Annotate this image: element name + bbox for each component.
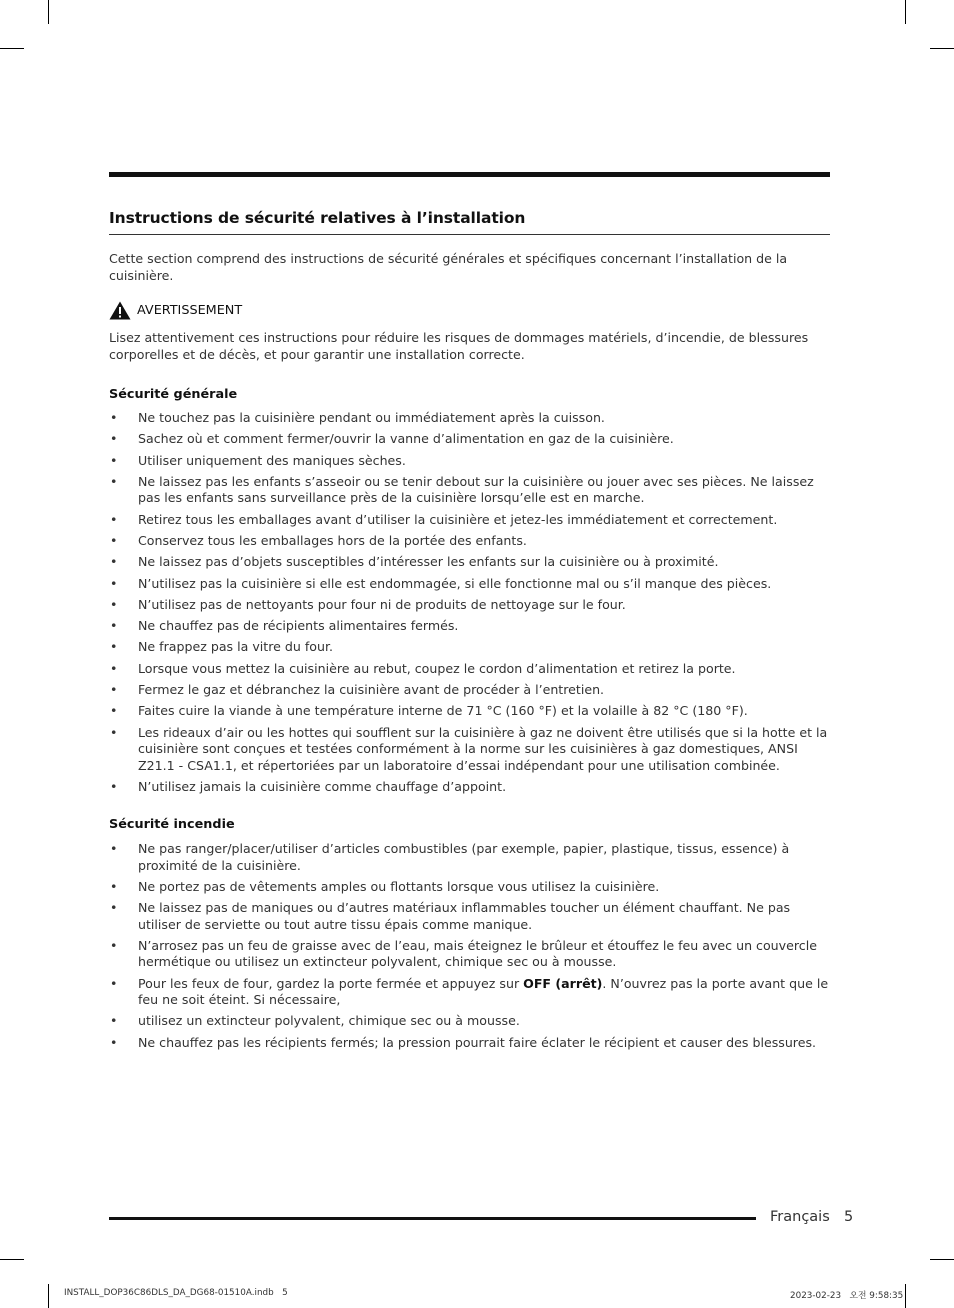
list-item: • Ne chauffez pas de récipients alimentaires fermés. bbox=[110, 618, 459, 634]
off-button-label: OFF (arrêt) bbox=[523, 975, 603, 991]
list-item: • Pour les feux de four, gardez la porte fermée et appuyez sur OFF (arrêt). N’ouvrez pas la porte avant que le feu ne soit éteint. Si nécessaire, bbox=[110, 975, 829, 1008]
crop-mark bbox=[0, 1259, 24, 1260]
list-item: • N’utilisez pas de nettoyants pour four ni de produits de nettoyage sur le four. bbox=[110, 596, 626, 612]
warning-triangle-icon bbox=[109, 301, 131, 320]
list-item: • Faites cuire la viande à une température interne de 71 °C (160 °F) et la volaille à 82 °C (180 °F). bbox=[110, 703, 748, 719]
list-item: • N’arrosez pas un feu de graisse avec de l’eau, mais éteignez le brûleur et étouffez le feu avec un couvercle hermétique ou utilisez un extincteur polyvalent, chimique sec ou à mousse. bbox=[110, 937, 817, 970]
list-item: • Fermez le gaz et débranchez la cuisinière avant de procéder à l’entretien. bbox=[110, 682, 605, 698]
page-number: 5 bbox=[844, 1209, 854, 1225]
crop-mark bbox=[905, 1284, 906, 1308]
list-item: • Ne laissez pas les enfants s’asseoir ou se tenir debout sur la cuisinière ou jouer avec ses pièces. Ne laissez pas les enfants sans surveillance près de la cuisinière lorsqu’elle est en marche. bbox=[110, 473, 814, 506]
footer-language: Français bbox=[770, 1209, 830, 1225]
crop-mark bbox=[930, 1259, 954, 1260]
list-item: • Lorsque vous mettez la cuisinière au rebut, coupez le cordon d’alimentation et retirez la porte. bbox=[110, 660, 736, 676]
list-item: • N’utilisez pas la cuisinière si elle est endommagée, si elle fonctionne mal ou s’il manque des pièces. bbox=[110, 575, 772, 591]
crop-mark bbox=[48, 0, 49, 24]
list-item: • Retirez tous les emballages avant d’utiliser la cuisinière et jetez-les immédiatement et correctement. bbox=[110, 511, 778, 527]
print-timestamp: 2023-02-23 오전 9:58:35 bbox=[790, 1291, 904, 1301]
list-item: • Ne portez pas de vêtements amples ou flottants lorsque vous utilisez la cuisinière. bbox=[110, 878, 660, 894]
list-item: • Ne chauffez pas les récipients fermés; la pression pourrait faire éclater le récipient et causer des blessures. bbox=[110, 1034, 817, 1050]
list-item: • utilisez un extincteur polyvalent, chimique sec ou à mousse. bbox=[110, 1013, 520, 1029]
list-item: • Ne laissez pas de maniques ou d’autres matériaux inflammables toucher un élément chauffant. Ne pas utiliser de serviette ou tout autre tissu épais comme manique. bbox=[110, 900, 791, 932]
print-file-slug: INSTALL_DOP36C86DLS_DA_DG68-01510A.indb 5 bbox=[64, 1288, 288, 1298]
section-top-rule bbox=[109, 172, 830, 177]
fire-safety-list bbox=[109, 841, 830, 1056]
warning-header bbox=[109, 301, 242, 320]
warning-text: Lisez attentivement ces instructions pour réduire les risques de dommages matériels, d’incendie, de blessures corporelles et de décès, et pour garantir une installation correcte. bbox=[109, 330, 809, 362]
section-intro: Cette section comprend des instructions de sécurité générales et spécifiques concernant l’installation de la cuisinière. bbox=[109, 251, 788, 283]
footer-rule bbox=[109, 1217, 756, 1220]
list-item: • Ne touchez pas la cuisinière pendant ou immédiatement après la cuisson. bbox=[110, 410, 605, 425]
warning-label: AVERTISSEMENT bbox=[137, 303, 243, 318]
list-item: • Ne frappez pas la vitre du four. bbox=[110, 639, 334, 655]
list-item: • Ne pas ranger/placer/utiliser d’articles combustibles (par exemple, papier, plastique, tissus, essence) à proximité de la cuisinière. bbox=[110, 841, 790, 873]
list-item: • Conservez tous les emballages hors de la portée des enfants. bbox=[110, 532, 527, 548]
general-safety-heading: Sécurité générale bbox=[109, 387, 238, 402]
section-title: Instructions de sécurité relatives à l’installation bbox=[109, 209, 830, 235]
list-item: • Ne laissez pas d’objets susceptibles d’intéresser les enfants sur la cuisinière ou à proximité. bbox=[110, 554, 719, 570]
crop-mark bbox=[905, 0, 906, 24]
general-safety-list bbox=[109, 410, 830, 800]
list-item: • Les rideaux d’air ou les hottes qui soufflent sur la cuisinière à gaz ne doivent être utilisés que si la hotte et la cuisinière sont conçues et testées conformément à la norme sur les cuisinières à gaz domestiques, ANSI Z21.1 - CSA1.1, et répertoriées par un laboratoire d’essai indépendant pour une utilisation combinée. bbox=[110, 724, 828, 773]
crop-mark bbox=[930, 48, 954, 49]
list-item: • Sachez où et comment fermer/ouvrir la vanne d’alimentation en gaz de la cuisinière. bbox=[110, 431, 674, 447]
crop-mark bbox=[48, 1284, 49, 1308]
fire-safety-heading: Sécurité incendie bbox=[109, 817, 235, 832]
crop-mark bbox=[0, 48, 24, 49]
list-item: • N’utilisez jamais la cuisinière comme chauffage d’appoint. bbox=[110, 778, 507, 794]
list-item: • Utiliser uniquement des maniques sèches. bbox=[110, 452, 406, 468]
